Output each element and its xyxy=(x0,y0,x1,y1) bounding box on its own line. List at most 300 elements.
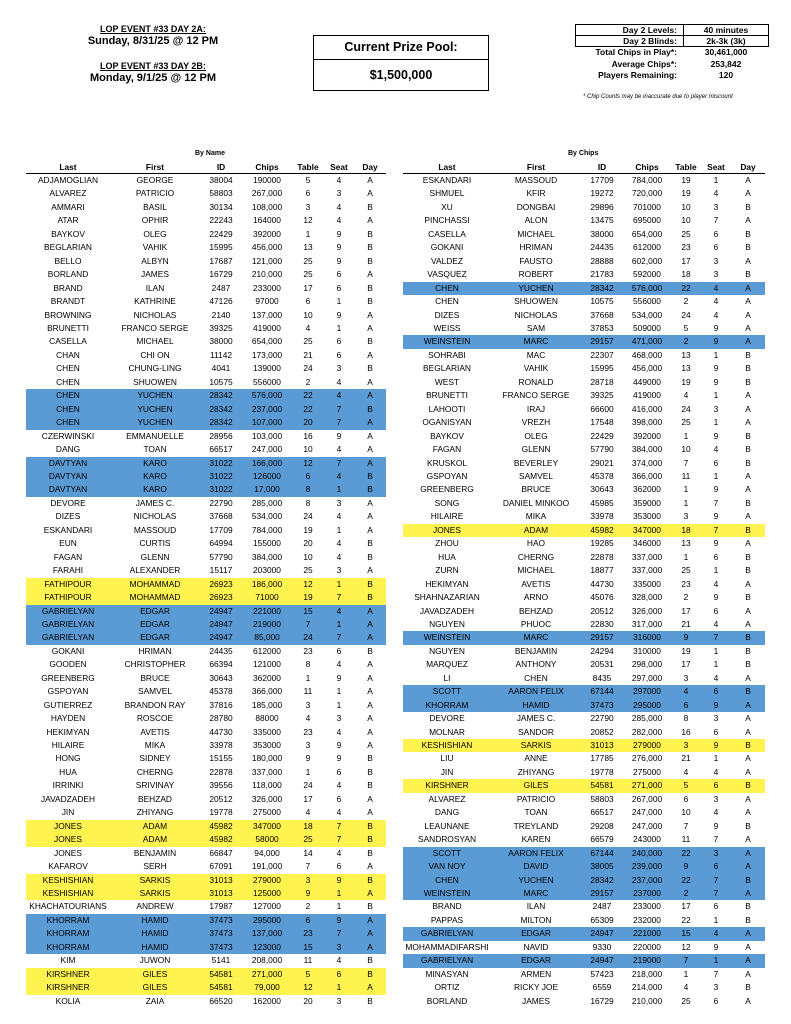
player-id-cell: 22243 xyxy=(209,215,233,226)
first-name-header: First xyxy=(491,160,581,174)
first-name-cell: PHUOC xyxy=(520,618,552,629)
player-id-cell: 24294 xyxy=(590,645,614,656)
player-id-cell: 15995 xyxy=(590,363,614,374)
day-cell: B xyxy=(745,457,751,468)
chips-cell: 654,000 xyxy=(631,228,663,239)
table-row xyxy=(26,174,386,188)
table-number-cell: 22 xyxy=(671,282,701,295)
table-row xyxy=(403,551,765,564)
table-row xyxy=(403,430,765,443)
last-name-cell: VASQUEZ xyxy=(427,269,467,280)
last-name-cell: KOLIA xyxy=(55,995,81,1006)
chips-cell: 326,000 xyxy=(631,605,663,616)
last-name-cell: ESKANDARI xyxy=(43,524,93,535)
player-id-header: ID xyxy=(581,160,623,174)
table-row xyxy=(26,833,386,846)
last-name-cell: MOLNAR xyxy=(429,726,465,737)
day-cell: A xyxy=(354,887,386,900)
first-name-cell: ANDREW xyxy=(136,901,174,912)
first-name-cell: MOHAMMAD xyxy=(110,591,200,604)
table-number-cell: 3 xyxy=(305,740,311,751)
player-id-cell: 30643 xyxy=(209,672,233,683)
first-name-cell: KATHRINE xyxy=(134,296,176,307)
day-cell: B xyxy=(354,968,386,981)
player-id-cell: 38000 xyxy=(209,336,233,347)
player-id-cell: 64994 xyxy=(209,538,233,549)
table-number-cell: 22 xyxy=(671,847,701,860)
day-cell: B xyxy=(745,430,751,441)
player-id-cell: 31013 xyxy=(581,739,623,752)
seat-number-cell: 9 xyxy=(713,322,719,333)
day-cell: A xyxy=(745,175,751,185)
last-name-cell: WEINSTEIN xyxy=(403,335,491,348)
last-name-cell: HUA xyxy=(59,766,77,777)
first-name-cell: CHRISTOPHER xyxy=(124,659,186,670)
day-cell: A xyxy=(367,349,373,360)
first-name-cell: CHI ON xyxy=(140,349,170,360)
chips-cell: 243000 xyxy=(633,834,661,845)
last-name-cell: HEKIMYAN xyxy=(425,578,469,589)
seat-number-cell: 7 xyxy=(713,968,719,979)
player-id-cell: 67144 xyxy=(581,847,623,860)
table-number-cell: 11 xyxy=(303,955,313,966)
chips-cell: 267,000 xyxy=(251,188,283,199)
last-name-cell: HUA xyxy=(438,551,456,562)
chips-cell: 267,000 xyxy=(631,793,663,804)
seat-number-cell: 4 xyxy=(713,807,719,818)
table-row xyxy=(26,900,386,913)
day-cell: B xyxy=(731,631,765,644)
last-name-cell: GREENBERG xyxy=(420,484,474,495)
stat-value: 2k-3k (3k) xyxy=(683,36,769,48)
seat-number-cell: 4 xyxy=(336,201,342,212)
last-name-cell: CHEN xyxy=(26,389,110,402)
seat-number-cell: 6 xyxy=(336,269,342,280)
table-row xyxy=(403,954,765,967)
player-id-cell: 58803 xyxy=(590,793,614,804)
table-row xyxy=(403,658,765,671)
table-row xyxy=(403,282,765,295)
table-row xyxy=(26,403,386,416)
seat-number-cell: 3 xyxy=(336,497,342,508)
player-id-cell: 22830 xyxy=(590,618,614,629)
seat-number-cell: 4 xyxy=(713,296,719,307)
table-row xyxy=(403,833,765,846)
table-number-cell: 25 xyxy=(681,228,691,239)
first-name-cell: MICHAEL xyxy=(517,565,555,576)
first-name-cell: CHERNG xyxy=(136,766,174,777)
seat-number-header: Seat xyxy=(324,160,354,174)
day-cell: A xyxy=(354,457,386,470)
table-row xyxy=(26,927,386,940)
last-name-cell: DAVTYAN xyxy=(26,483,110,496)
day-cell: A xyxy=(367,793,373,804)
table-row xyxy=(403,335,765,348)
table-row xyxy=(403,322,765,335)
player-id-cell: 67091 xyxy=(209,861,233,872)
first-name-cell: CHEN xyxy=(524,672,548,683)
table-number-cell: 2 xyxy=(683,592,689,603)
table-number-cell: 10 xyxy=(303,551,313,562)
chips-cell: 556000 xyxy=(633,296,661,307)
first-name-cell: SARKIS xyxy=(491,739,581,752)
table-number-cell: 9 xyxy=(671,860,701,873)
seat-number-cell: 9 xyxy=(713,538,719,549)
chips-cell: 232000 xyxy=(633,914,661,925)
table-number-cell: 24 xyxy=(303,511,313,522)
first-name-cell: HAMID xyxy=(491,699,581,712)
prize-pool-label: Current Prize Pool: xyxy=(313,35,489,60)
seat-number-cell: 9 xyxy=(324,914,354,927)
chips-cell: 592000 xyxy=(633,269,661,280)
day-cell: A xyxy=(367,699,373,710)
chip-count-note: * Chip Counts may be inaccurate due to player miscount xyxy=(583,94,733,100)
seat-number-cell: 3 xyxy=(336,188,342,199)
table-number-cell: 5 xyxy=(683,322,689,333)
player-id-cell: 33978 xyxy=(590,511,614,522)
table-number-cell: 19 xyxy=(681,376,691,387)
chips-cell: 58000 xyxy=(242,833,292,846)
day-cell: B xyxy=(745,820,751,831)
table-row xyxy=(26,457,386,470)
table-number-cell: 6 xyxy=(671,699,701,712)
table-number-cell: 10 xyxy=(303,309,313,320)
day-cell: B xyxy=(745,349,751,360)
seat-number-cell: 3 xyxy=(713,403,719,414)
seat-number-cell: 4 xyxy=(713,188,719,199)
last-name-cell: ZURN xyxy=(435,565,459,576)
seat-number-cell: 6 xyxy=(701,860,731,873)
table-row xyxy=(403,995,765,1008)
player-id-cell: 30134 xyxy=(209,201,233,212)
table-row xyxy=(26,874,386,887)
day-cell: A xyxy=(731,887,765,900)
chips-cell: 612000 xyxy=(253,645,281,656)
table-number-cell: 23 xyxy=(303,645,313,656)
last-name-cell: HILAIRE xyxy=(51,740,85,751)
last-name-cell: SHMUEL xyxy=(429,188,465,199)
table-row xyxy=(403,443,765,456)
table-row xyxy=(26,201,386,214)
last-name-cell: BAYKOV xyxy=(51,228,85,239)
chips-cell: 419000 xyxy=(253,322,281,333)
first-name-cell: ADAM xyxy=(491,524,581,537)
table-row xyxy=(26,766,386,779)
first-name-cell: MARC xyxy=(491,335,581,348)
chips-cell: 186,000 xyxy=(242,578,292,591)
chips-cell: 276,000 xyxy=(631,753,663,764)
seat-number-cell: 9 xyxy=(701,739,731,752)
chips-cell: 162000 xyxy=(253,995,281,1006)
player-id-cell: 26923 xyxy=(200,591,242,604)
day-cell: B xyxy=(367,753,373,764)
player-id-cell: 44730 xyxy=(590,578,614,589)
player-id-cell: 28718 xyxy=(590,376,614,387)
chips-cell: 509000 xyxy=(633,322,661,333)
last-name-header: Last xyxy=(403,160,491,174)
last-name-cell: KIM xyxy=(60,955,76,966)
seat-number-cell: 1 xyxy=(713,175,719,185)
stats-panel xyxy=(575,24,770,82)
last-name-cell: GREENBERG xyxy=(41,672,95,683)
table-row xyxy=(26,793,386,806)
player-id-cell: 45985 xyxy=(590,497,614,508)
table-row xyxy=(26,954,386,967)
first-name-cell: BASIL xyxy=(143,201,167,212)
first-name-cell: ARNO xyxy=(523,592,549,603)
day-cell: A xyxy=(367,740,373,751)
player-id-cell: 15155 xyxy=(209,753,233,764)
chips-cell: 534,000 xyxy=(631,309,663,320)
day-cell: B xyxy=(367,336,373,347)
table-row xyxy=(26,349,386,362)
chips-cell: 353000 xyxy=(253,740,281,751)
player-id-cell: 2487 xyxy=(592,901,612,912)
chips-cell: 347000 xyxy=(242,820,292,833)
player-id-cell: 22790 xyxy=(209,497,233,508)
last-name-cell: CHEN xyxy=(56,376,80,387)
chips-cell: 219000 xyxy=(242,618,292,631)
table-row xyxy=(26,537,386,550)
last-name-cell: HONG xyxy=(55,753,81,764)
table-number-cell: 1 xyxy=(683,430,689,441)
seat-number-cell: 6 xyxy=(713,551,719,562)
table-number-header: Table xyxy=(671,160,701,174)
table-row xyxy=(403,214,765,227)
first-name-cell: SARKIS xyxy=(110,874,200,887)
last-name-cell: DIZES xyxy=(434,309,460,320)
last-name-cell: DANG xyxy=(434,807,460,818)
seat-number-cell: 4 xyxy=(713,766,719,777)
last-name-cell: FAGAN xyxy=(53,551,83,562)
last-name-cell: BEGLARIAN xyxy=(423,363,471,374)
first-name-cell: VAHIK xyxy=(142,242,168,253)
player-id-cell: 65309 xyxy=(590,914,614,925)
last-name-cell: FARAHI xyxy=(52,565,84,576)
first-name-cell: EDGAR xyxy=(110,605,200,618)
table-row xyxy=(403,389,765,402)
player-id-cell: 9330 xyxy=(592,941,612,952)
last-name-cell: FAGAN xyxy=(432,444,462,455)
seat-number-cell: 9 xyxy=(701,335,731,348)
by-chips-header-row xyxy=(403,160,765,174)
seat-number-cell: 9 xyxy=(713,592,719,603)
chips-cell: 271,000 xyxy=(242,968,292,981)
table-row xyxy=(403,900,765,913)
last-name-cell: HEKIMYAN xyxy=(46,726,90,737)
table-number-cell: 17 xyxy=(681,659,691,670)
player-id-cell: 28342 xyxy=(581,282,623,295)
player-id-cell: 22878 xyxy=(209,766,233,777)
day-cell: A xyxy=(367,565,373,576)
table-row xyxy=(26,914,386,927)
last-name-cell: CHEN xyxy=(56,363,80,374)
first-name-cell: EDGAR xyxy=(110,631,200,644)
day-cell: B xyxy=(745,901,751,912)
table-number-cell: 6 xyxy=(305,296,311,307)
chips-cell: 180,000 xyxy=(251,753,283,764)
first-name-cell: AARON FELIX xyxy=(491,685,581,698)
seat-number-cell: 3 xyxy=(713,201,719,212)
first-name-cell: HAMID xyxy=(110,941,200,954)
table-row xyxy=(26,389,386,402)
table-number-cell: 20 xyxy=(303,995,313,1006)
player-id-header: ID xyxy=(200,160,242,174)
table-row xyxy=(403,766,765,779)
player-id-cell: 47126 xyxy=(209,296,233,307)
last-name-cell: SCOTT xyxy=(403,847,491,860)
chips-cell: 218,000 xyxy=(631,968,663,979)
last-name-cell: BRUNETTI xyxy=(426,390,468,401)
table-number-cell: 16 xyxy=(303,430,313,441)
last-name-cell: WEST xyxy=(434,376,460,387)
player-id-cell: 29021 xyxy=(590,457,614,468)
chips-cell: 247,000 xyxy=(251,444,283,455)
first-name-cell: FRANCO SERGE xyxy=(121,322,189,333)
chips-cell: 219000 xyxy=(623,954,671,967)
last-name-cell: OGANISYAN xyxy=(422,417,472,428)
seat-number-cell: 6 xyxy=(336,282,342,293)
day-cell: A xyxy=(367,713,373,724)
player-id-cell: 54581 xyxy=(200,981,242,994)
last-name-cell: GABRIELYAN xyxy=(26,631,110,644)
player-id-cell: 37473 xyxy=(200,914,242,927)
first-name-cell: EDGAR xyxy=(491,954,581,967)
table-row xyxy=(403,927,765,940)
player-id-cell: 17709 xyxy=(590,175,614,185)
last-name-cell: ALVAREZ xyxy=(49,188,87,199)
last-name-cell: ORTIZ xyxy=(434,982,460,993)
first-name-cell: IRAJ xyxy=(526,403,546,414)
chips-cell: 337,000 xyxy=(251,766,283,777)
day-cell: A xyxy=(745,672,751,683)
player-id-cell: 6559 xyxy=(592,982,612,993)
player-id-cell: 20531 xyxy=(590,659,614,670)
chips-cell: 123000 xyxy=(242,941,292,954)
last-name-cell: GABRIELYAN xyxy=(403,927,491,940)
last-name-cell: GABRIELYAN xyxy=(403,954,491,967)
table-row xyxy=(403,416,765,429)
chips-cell: 155000 xyxy=(253,538,281,549)
day-cell: B xyxy=(745,645,751,656)
first-name-cell: ALEXANDER xyxy=(129,565,181,576)
day-cell: A xyxy=(731,927,765,940)
day-cell: B xyxy=(731,739,765,752)
table-number-cell: 1 xyxy=(305,766,311,777)
day-cell: A xyxy=(745,793,751,804)
first-name-cell: HAMID xyxy=(110,914,200,927)
stat-row xyxy=(575,70,770,82)
seat-number-cell: 7 xyxy=(324,927,354,940)
player-id-cell: 31013 xyxy=(200,887,242,900)
table-row xyxy=(403,362,765,375)
chips-cell: 398,000 xyxy=(631,417,663,428)
chips-cell: 384,000 xyxy=(251,551,283,562)
table-row xyxy=(26,551,386,564)
first-name-cell: KARO xyxy=(110,470,200,483)
table-number-cell: 8 xyxy=(305,497,311,508)
player-id-cell: 66517 xyxy=(590,807,614,818)
player-id-cell: 58803 xyxy=(209,188,233,199)
by-name-header-row xyxy=(26,160,386,174)
stat-value: 120 xyxy=(718,70,734,80)
seat-number-cell: 4 xyxy=(713,309,719,320)
first-name-cell: SARKIS xyxy=(110,887,200,900)
day-cell: B xyxy=(745,497,751,508)
last-name-cell: KESHISHIAN xyxy=(26,887,110,900)
chips-cell: 247,000 xyxy=(631,807,663,818)
seat-number-cell: 9 xyxy=(701,699,731,712)
table-number-cell: 24 xyxy=(292,631,324,644)
day-cell: A xyxy=(367,672,373,683)
seat-number-cell: 6 xyxy=(713,242,719,253)
table-number-cell: 22 xyxy=(681,914,691,925)
first-name-cell: GLENN xyxy=(521,444,551,455)
last-name-cell: GABRIELYAN xyxy=(26,605,110,618)
seat-number-cell: 6 xyxy=(336,766,342,777)
first-name-cell: OPHIR xyxy=(141,215,169,226)
chips-header: Chips xyxy=(623,160,671,174)
seat-number-cell: 4 xyxy=(336,847,342,858)
day-cell: A xyxy=(745,322,751,333)
seat-number-cell: 6 xyxy=(336,349,342,360)
by-chips-caption: By Chips xyxy=(568,150,599,157)
chips-cell: 203000 xyxy=(253,565,281,576)
chips-cell: 456,000 xyxy=(631,363,663,374)
table-number-cell: 11 xyxy=(303,686,313,697)
first-name-cell: DONGBAI xyxy=(516,201,556,212)
seat-number-cell: 1 xyxy=(713,349,719,360)
table-number-cell: 25 xyxy=(303,336,313,347)
table-number-cell: 25 xyxy=(303,255,313,266)
table-number-cell: 1 xyxy=(683,484,689,495)
seat-number-cell: 4 xyxy=(336,215,342,226)
table-row xyxy=(26,672,386,685)
table-row xyxy=(26,295,386,308)
table-number-cell: 10 xyxy=(681,201,691,212)
last-name-cell: ADJAMOGLIAN xyxy=(37,175,99,185)
day-cell: A xyxy=(745,618,751,629)
table-row xyxy=(26,309,386,322)
day-cell: A xyxy=(354,631,386,644)
table-number-cell: 12 xyxy=(292,578,324,591)
table-number-cell: 9 xyxy=(671,631,701,644)
first-name-cell: FAUSTO xyxy=(519,255,553,266)
table-number-cell: 22 xyxy=(292,403,324,416)
chips-cell: 346000 xyxy=(633,538,661,549)
first-name-cell: MIKA xyxy=(144,740,166,751)
table-number-cell: 3 xyxy=(683,672,689,683)
day-cell: B xyxy=(354,591,386,604)
player-id-cell: 66600 xyxy=(590,403,614,414)
first-name-cell: PATRICIO xyxy=(135,188,175,199)
table-number-cell: 10 xyxy=(681,444,691,455)
first-name-cell: MOHAMMAD xyxy=(110,578,200,591)
chips-cell: 468,000 xyxy=(631,349,663,360)
last-name-cell: JAVADZADEH xyxy=(40,793,96,804)
day-cell: A xyxy=(745,403,751,414)
table-number-cell: 1 xyxy=(683,551,689,562)
chips-cell: 359000 xyxy=(633,497,661,508)
first-name-cell: GEORGE xyxy=(136,175,174,185)
first-name-cell: SAMVEL xyxy=(138,686,172,697)
day-cell: A xyxy=(745,470,751,481)
chips-cell: 337,000 xyxy=(631,565,663,576)
event-2a xyxy=(72,24,234,47)
chips-cell: 164000 xyxy=(253,215,281,226)
first-name-cell: SIDNEY xyxy=(139,753,171,764)
player-id-cell: 67144 xyxy=(581,685,623,698)
